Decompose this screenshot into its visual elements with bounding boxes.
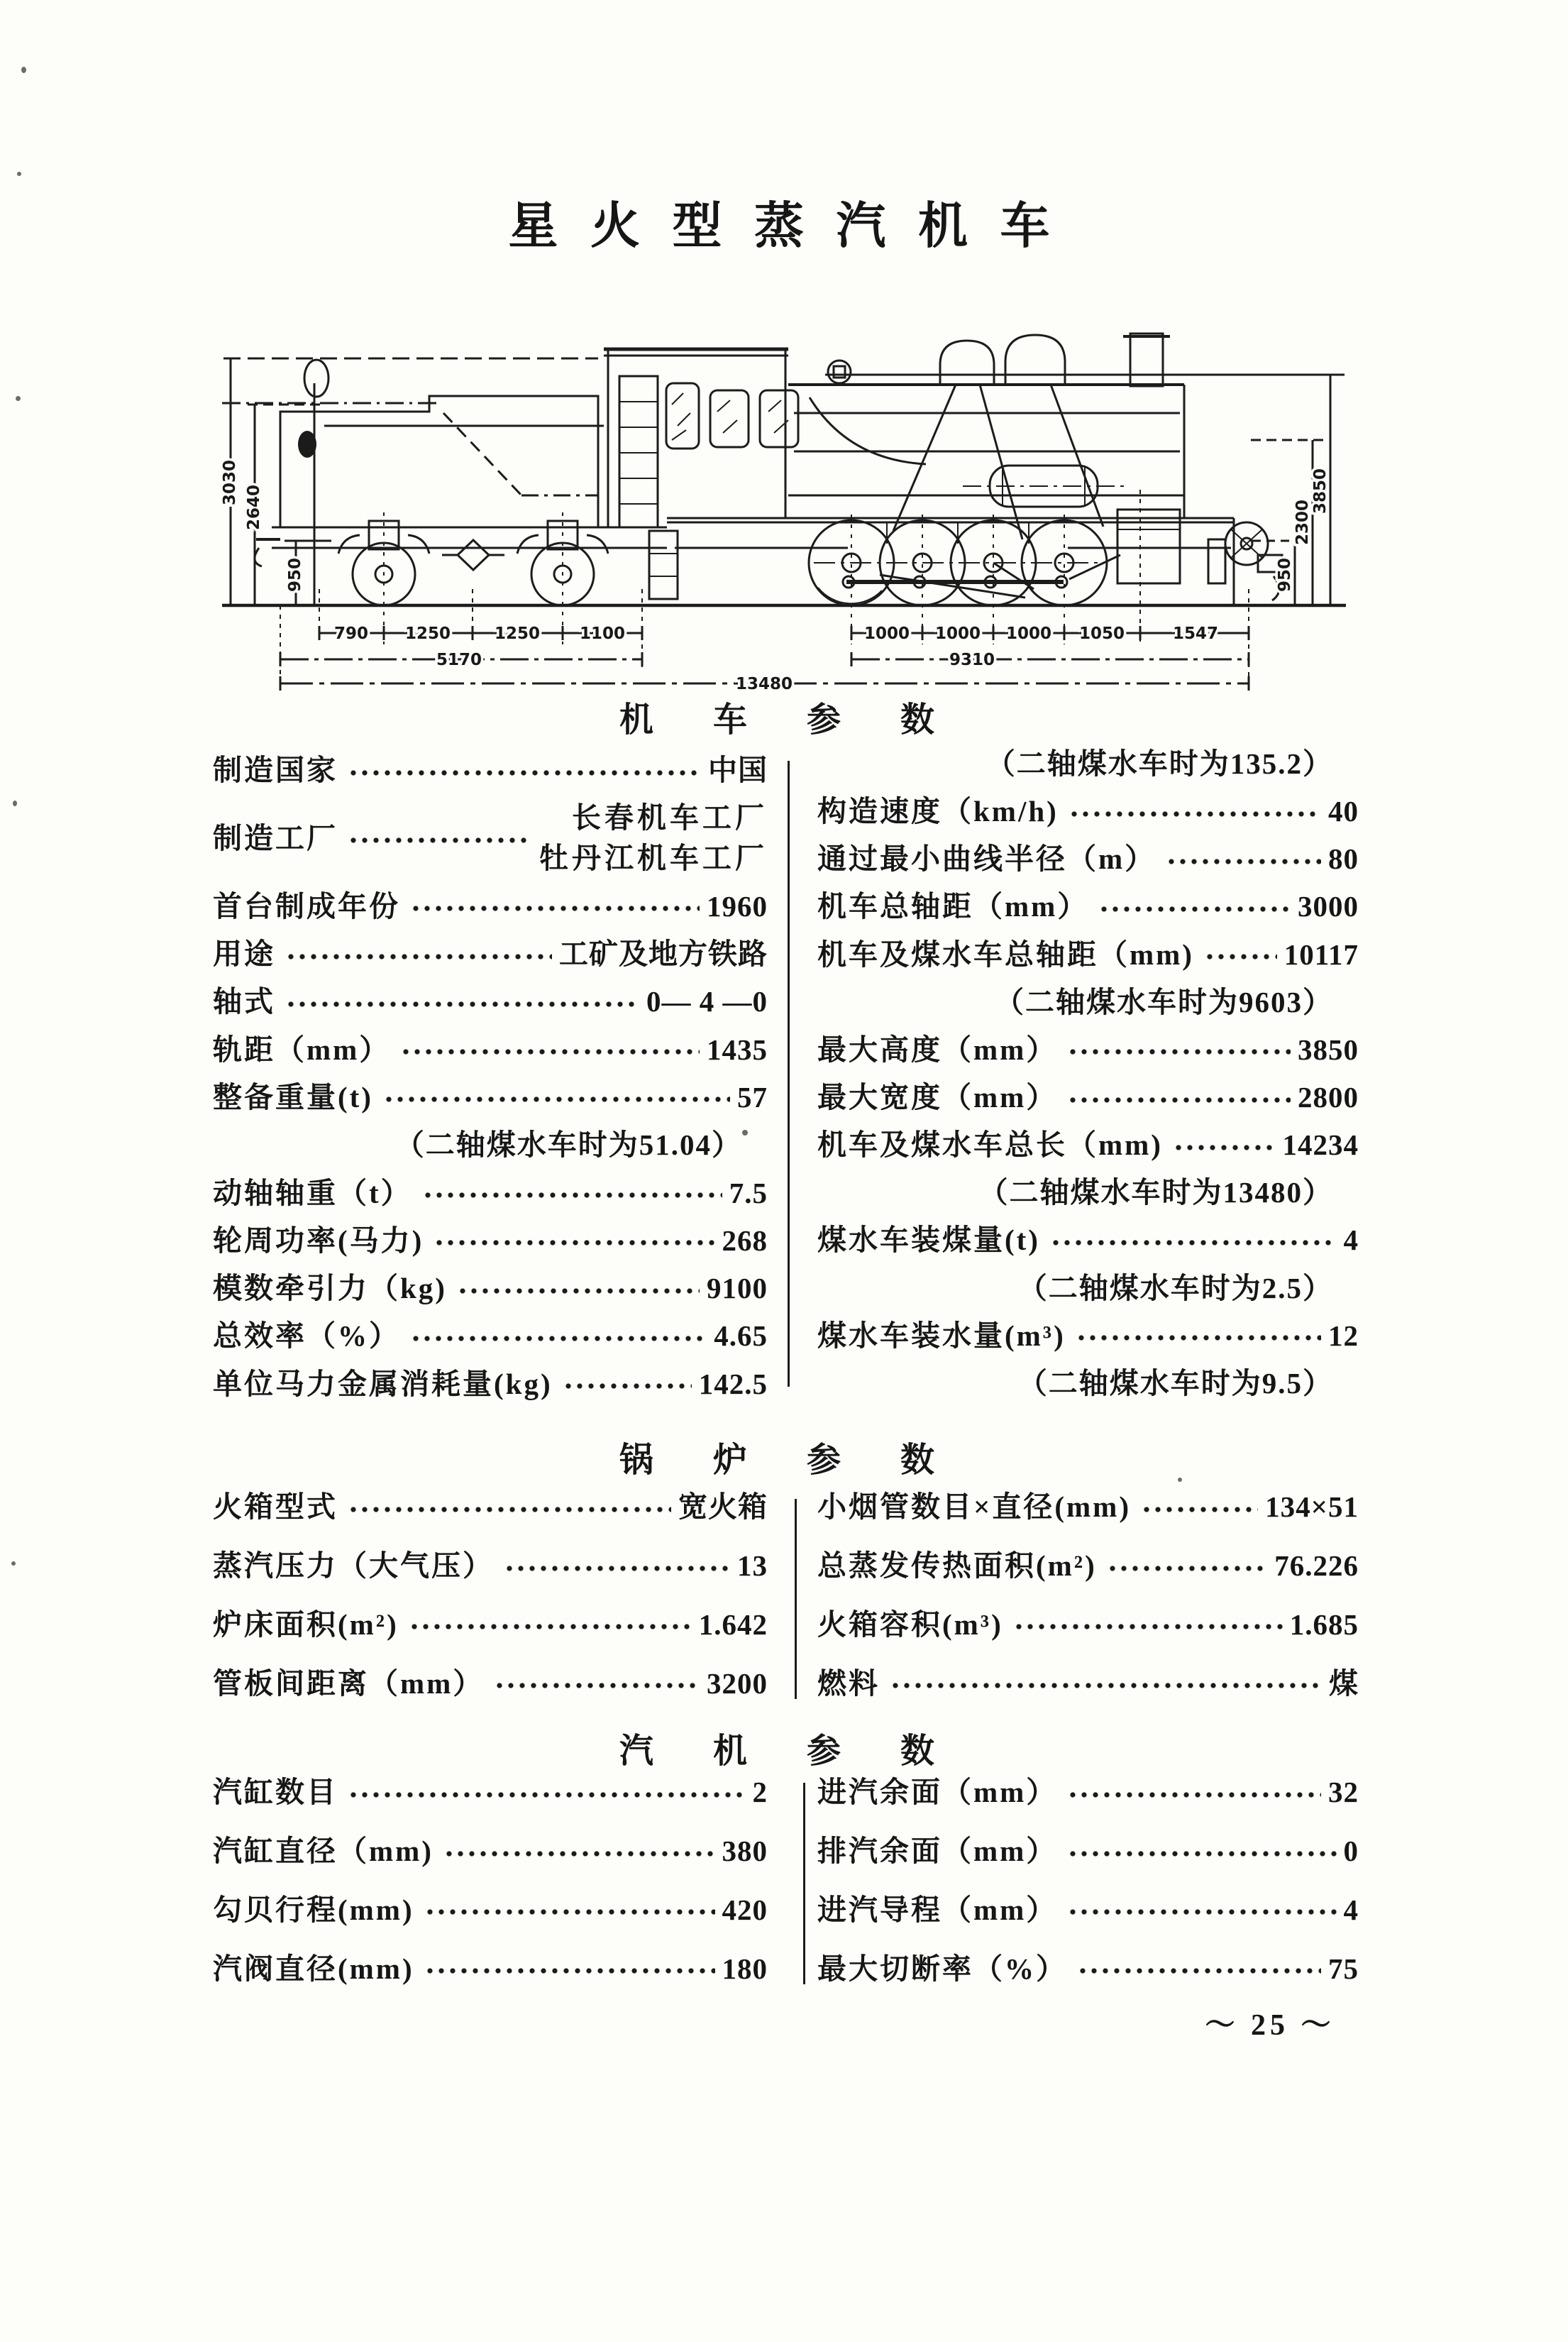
section-heading-engine: 汽 机 参 数	[619, 1732, 949, 1770]
spec-label: 动轴轴重（t）	[213, 1176, 412, 1209]
spec-value: 4	[1343, 1893, 1359, 1926]
spec-row	[817, 1319, 1359, 1353]
spec-value: 14234	[1282, 1128, 1359, 1162]
dim-label: 1050	[1078, 625, 1125, 643]
dim-label: 1250	[494, 625, 541, 643]
spec-value: 420	[722, 1893, 768, 1926]
spec-value: 76.226	[1274, 1549, 1359, 1582]
dim-label: 790	[333, 625, 369, 643]
dim-label: 5170	[436, 651, 482, 669]
dim-label: 2300	[1293, 499, 1312, 546]
spec-value	[539, 801, 768, 875]
spec-value-line: 长春机车工厂	[572, 801, 768, 835]
dim-label: 13480	[735, 675, 793, 692]
dim-label: 1547	[1172, 625, 1219, 643]
spec-row	[213, 938, 768, 971]
scan-speck	[21, 67, 26, 73]
spec-row	[817, 1081, 1359, 1114]
spec-note-row	[213, 1128, 768, 1162]
spec-label: 机车及煤水车总长（mm)	[817, 1128, 1163, 1162]
spec-row	[817, 1952, 1359, 1986]
spec-label: 总蒸发传热面积(m²)	[817, 1549, 1097, 1582]
spec-label: 小烟管数目×直径(mm)	[817, 1490, 1131, 1523]
spec-label: 煤水车装水量(m³)	[817, 1319, 1066, 1352]
spec-row	[817, 1667, 1359, 1700]
spec-value: 中国	[708, 754, 768, 786]
spec-value: 10117	[1283, 938, 1359, 971]
page-title: 星 火 型 蒸 汽 机 车	[508, 199, 1060, 254]
spec-value: 3000	[1298, 890, 1359, 923]
spec-value: 0	[1343, 1834, 1359, 1867]
spec-column-left	[213, 754, 768, 1401]
spec-row	[213, 801, 768, 875]
spec-label: 机车及煤水车总轴距（mm)	[817, 938, 1194, 971]
spec-column-right	[817, 1776, 1359, 1986]
dotted-leader	[1098, 903, 1291, 915]
spec-value: 75	[1328, 1952, 1359, 1985]
scan-speck	[11, 1561, 16, 1566]
spec-row	[817, 938, 1359, 972]
dotted-leader	[1077, 1965, 1321, 1977]
dotted-leader	[1067, 1094, 1291, 1106]
spec-value: 1.685	[1289, 1607, 1359, 1641]
spec-row	[213, 1177, 768, 1210]
dim-label: 1100	[579, 625, 626, 643]
spec-label: 轮周功率(马力)	[213, 1224, 424, 1257]
spec-row	[213, 1893, 768, 1927]
dim-label: 1000	[1005, 625, 1052, 643]
column-divider	[788, 761, 790, 1387]
spec-value: 煤	[1329, 1666, 1359, 1700]
spec-row	[213, 1081, 768, 1114]
dotted-leader	[504, 1563, 730, 1574]
continuation-note: （二轴煤水车时为135.2）	[985, 747, 1333, 780]
spec-row	[213, 1224, 768, 1258]
spec-row	[817, 1893, 1359, 1927]
dim-label: 1000	[934, 625, 981, 643]
spec-row	[213, 1667, 768, 1700]
spec-row	[213, 1490, 768, 1524]
dim-label: 1250	[404, 625, 451, 643]
continuation-note: （二轴煤水车时为9603）	[995, 985, 1333, 1018]
spec-label: 制造国家	[213, 754, 338, 786]
dim-label: 950	[286, 557, 304, 593]
dotted-leader	[400, 1046, 700, 1057]
spec-label: 通过最小曲线半径（m）	[817, 842, 1156, 876]
spec-row	[817, 1835, 1359, 1868]
column-divider	[803, 1783, 805, 1984]
spec-label: 首台制成年份	[213, 889, 400, 923]
dotted-leader	[1067, 1906, 1336, 1918]
spec-column-left	[213, 1490, 768, 1700]
spec-label: 进汽导程（mm）	[817, 1893, 1058, 1926]
locomotive-diagram	[209, 305, 1359, 692]
dotted-leader	[1166, 856, 1321, 867]
spec-row	[213, 754, 768, 787]
spec-note-row	[817, 986, 1359, 1019]
dotted-leader	[563, 1380, 692, 1392]
dim-label: 950	[1276, 557, 1294, 593]
dim-label: 3030	[221, 459, 239, 506]
dim-label: 1000	[863, 625, 910, 643]
dotted-leader	[410, 1333, 707, 1344]
dotted-leader	[457, 1285, 700, 1297]
spec-row	[817, 795, 1359, 828]
spec-label: 排汽余面（mm）	[817, 1834, 1058, 1867]
spec-label: 最大切断率（%）	[817, 1952, 1067, 1985]
spec-value: 宽火箱	[678, 1490, 768, 1523]
spec-label: 蒸汽压力（大气压）	[213, 1549, 494, 1582]
spec-column-right	[817, 1490, 1359, 1700]
section-heading-locomotive: 机 车 参 数	[619, 701, 949, 739]
spec-label: 煤水车装煤量(t)	[817, 1224, 1040, 1257]
spec-value: 3850	[1298, 1033, 1359, 1066]
continuation-note: （二轴煤水车时为2.5）	[1017, 1271, 1333, 1304]
spec-label: 轴式	[213, 985, 275, 1018]
spec-value: 3200	[707, 1666, 768, 1700]
spec-label: 汽缸直径（mm)	[213, 1834, 434, 1867]
spec-column-left	[213, 1776, 768, 1986]
dotted-leader	[494, 1680, 700, 1691]
spec-value: 40	[1328, 795, 1359, 828]
spec-label: 勾贝行程(mm)	[213, 1893, 414, 1926]
dotted-leader	[1076, 1332, 1321, 1343]
spec-value-line: 牡丹江机车工厂	[539, 842, 768, 875]
spec-row	[213, 1368, 768, 1401]
spec-row	[213, 1776, 768, 1809]
spec-label: 轨距（mm）	[213, 1033, 391, 1066]
dotted-leader	[383, 1094, 730, 1105]
dotted-leader	[890, 1680, 1322, 1691]
dotted-leader	[422, 1189, 722, 1201]
spec-value: 142.5	[698, 1367, 768, 1400]
spec-value: 1.642	[698, 1607, 768, 1641]
dotted-leader	[1173, 1142, 1276, 1153]
dotted-leader	[424, 1965, 715, 1977]
spec-value: 0— 4 —0	[646, 985, 768, 1018]
dotted-leader	[1067, 1789, 1321, 1801]
spec-label: 整备重量(t)	[213, 1080, 373, 1114]
continuation-note: （二轴煤水车时为51.04）	[394, 1128, 742, 1162]
spec-value: 4	[1343, 1224, 1359, 1257]
spec-row	[817, 1224, 1359, 1257]
spec-note-row	[817, 1176, 1359, 1209]
spec-row	[213, 1549, 768, 1583]
dim-label: 9310	[949, 651, 995, 669]
spec-value: 12	[1328, 1319, 1359, 1352]
continuation-note: （二轴煤水车时为9.5）	[1017, 1366, 1333, 1400]
spec-value: 2800	[1298, 1080, 1359, 1114]
scan-speck	[13, 801, 17, 806]
spec-label: 机车总轴距（mm）	[817, 890, 1089, 923]
column-divider	[795, 1499, 797, 1699]
spec-value: 13	[737, 1549, 768, 1582]
spec-value: 380	[722, 1834, 768, 1867]
dotted-leader	[1013, 1621, 1283, 1632]
spec-row	[817, 1608, 1359, 1642]
spec-value: 1960	[707, 889, 768, 923]
scan-speck	[16, 396, 21, 401]
spec-row	[213, 1319, 768, 1353]
spec-label: 火箱型式	[213, 1490, 338, 1523]
spec-row	[817, 1128, 1359, 1162]
dotted-leader	[348, 1789, 746, 1801]
dotted-leader	[424, 1906, 715, 1918]
spec-label: 最大宽度（mm）	[817, 1080, 1058, 1114]
dotted-leader	[410, 903, 700, 914]
spec-label: 最大高度（mm）	[817, 1033, 1058, 1066]
dim-label: 2640	[245, 484, 263, 531]
spec-label: 总效率（%）	[213, 1319, 400, 1353]
scan-speck	[17, 172, 21, 176]
spec-value: 9100	[707, 1272, 768, 1305]
spec-label: 制造工厂	[213, 821, 338, 854]
spec-row	[213, 1033, 768, 1067]
spec-row	[213, 1272, 768, 1305]
dotted-leader	[1050, 1237, 1337, 1248]
spec-value: 32	[1328, 1776, 1359, 1808]
dotted-leader	[285, 999, 639, 1010]
spec-column-right	[817, 747, 1359, 1400]
spec-value: 7.5	[729, 1176, 768, 1209]
dotted-leader	[409, 1621, 692, 1632]
dotted-leader	[1069, 808, 1321, 820]
spec-value: 180	[722, 1952, 768, 1985]
dotted-leader	[348, 767, 701, 779]
dotted-leader	[348, 835, 532, 846]
dotted-leader	[443, 1848, 715, 1859]
spec-label: 燃料	[817, 1666, 880, 1700]
dim-label: 3850	[1311, 468, 1330, 515]
continuation-note: （二轴煤水车时为13480）	[978, 1176, 1333, 1209]
spec-row	[817, 842, 1359, 876]
dotted-leader	[1067, 1848, 1336, 1859]
spec-label: 模数牵引力（kg)	[213, 1272, 447, 1305]
spec-note-row	[817, 1367, 1359, 1400]
spec-label: 用途	[213, 938, 275, 971]
spec-value: 134×51	[1265, 1490, 1359, 1523]
spec-row	[817, 1776, 1359, 1809]
dotted-leader	[1067, 1046, 1291, 1057]
spec-value: 工矿及地方铁路	[559, 938, 768, 971]
spec-row	[213, 1952, 768, 1986]
section-heading-boiler: 锅 炉 参 数	[619, 1441, 949, 1479]
dotted-leader	[1107, 1563, 1267, 1574]
spec-note-row	[817, 747, 1359, 781]
spec-label: 汽缸数目	[213, 1776, 338, 1808]
dotted-leader	[348, 1504, 671, 1515]
page-number: ～ 25 ～	[1205, 2009, 1335, 2042]
dotted-leader	[1204, 951, 1277, 962]
spec-label: 火箱容积(m³)	[817, 1607, 1003, 1641]
dotted-leader	[1141, 1504, 1258, 1515]
spec-row	[817, 890, 1359, 923]
spec-label: 单位马力金属消耗量(kg)	[213, 1367, 553, 1400]
spec-label: 炉床面积(m²)	[213, 1607, 399, 1641]
spec-row	[213, 1608, 768, 1642]
spec-label: 构造速度（km/h)	[817, 795, 1059, 828]
spec-label: 管板间距离（mm）	[213, 1666, 485, 1700]
spec-value: 268	[722, 1224, 768, 1257]
spec-row	[817, 1549, 1359, 1583]
spec-row	[213, 1835, 768, 1868]
spec-value: 4.65	[714, 1319, 768, 1353]
spec-value: 2	[752, 1776, 768, 1808]
spec-row	[213, 890, 768, 923]
spec-row	[817, 1490, 1359, 1524]
spec-row	[817, 1033, 1359, 1067]
spec-note-row	[817, 1272, 1359, 1305]
spec-value: 57	[737, 1080, 768, 1114]
spec-label: 汽阀直径(mm)	[213, 1952, 414, 1985]
spec-value: 80	[1328, 842, 1359, 876]
dotted-leader	[285, 951, 552, 962]
spec-value: 1435	[707, 1033, 768, 1066]
spec-row	[213, 985, 768, 1018]
dotted-leader	[434, 1237, 714, 1248]
spec-label: 进汽余面（mm）	[817, 1776, 1058, 1808]
